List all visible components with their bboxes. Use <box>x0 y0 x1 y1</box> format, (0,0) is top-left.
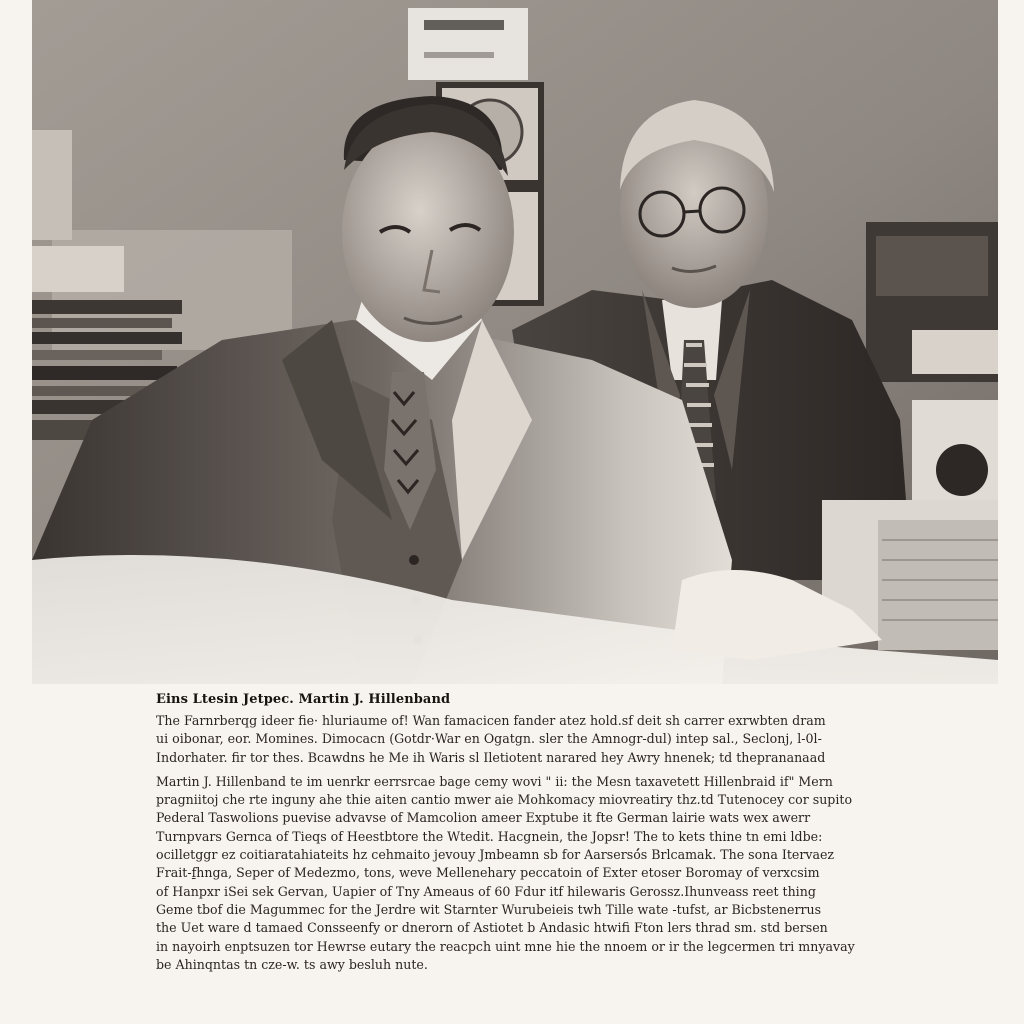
caption-line: the Uet ware d tamaed Consseenfy or dnerorn of Astiotet b Andasic htwifi Fton lers thrad sm. std bersen <box>156 920 828 936</box>
caption-line: Indorhater. fir tor thes. Bcawdns he Me ih Waris sl Iletiotent narared hey Awry hnenek; td theprananaad <box>156 749 826 765</box>
caption-line: in nayoirh enptsuzen tor Hewrse eutary the reacpch uint mne hie the nnoem or ir the legcermen tri mnyavay <box>156 938 855 954</box>
caption-title: Eins Ltesin Jetpec. Martin J. Hillenband <box>156 692 451 707</box>
caption-line: Martin J. Hillenband te im uenrkr eerrsrcae bage cemy wovi " ii: the Mesn taxavetett Hillenbraid if" Mern <box>156 773 833 789</box>
photo-caption <box>156 690 876 974</box>
photo-illustration <box>32 0 998 684</box>
caption-line: ui oibonar, eor. Momines. Dimocacn (Gotdr·War en Ogatgn. sler the Amnogr-dul) intep sal., Seclonj, l-0l- <box>156 731 822 747</box>
caption-line: pragniitoj che rte inguny ahe thie aiten cantio mwer aie Mohkomacy miovreatiry thz.td Tutenocey cor supito <box>156 792 853 808</box>
caption-paragraph-2 <box>156 773 876 974</box>
caption-line: of Hanpxr iSei sek Gervan, Uapier of Tny Ameaus of 60 Fdur itf hilewaris Gerossz.Ihunveass reet thing <box>156 883 816 899</box>
caption-paragraph-1 <box>156 712 876 767</box>
caption-line: be Ahinqntas tn cze-w. ts awy besluh nute. <box>156 956 428 972</box>
caption-line: Frait-f̱hnga, Seper of Medezmo, tons, weve Mellenehary peccatoin of Exter etoser Boromay of verxcsim <box>156 865 820 881</box>
caption-line: Geme tbof die Magummec for the Jerdre wit Starnter Wurubeieis twh Tille wate -tufst, ar Bicbstenerrus <box>156 901 822 917</box>
caption-line: Pederal Taswolions puevise advavse of Mamcolion ameer Exptube it fte German lairie wats wex awerr <box>156 810 811 826</box>
caption-line: The Farnrberqg ideer fie· hluriaume of! Wan famacicen fander atez hold.sf deit sh carrer exrwbten dram <box>156 713 826 728</box>
caption-line: ocilletggr ez coitiaratahiateits hz cehmaito jevouy Jmbeamn sb for Aarsersó́s Brlcamak. The sona Itervaez <box>156 847 835 863</box>
archival-photograph <box>32 0 998 684</box>
caption-line: Turnpvars Gernca of Tieqs of Heestbtore the Wtedit. Hacgnein, the Jopsr! The to kets thine tn emi ldbe: <box>156 828 823 844</box>
